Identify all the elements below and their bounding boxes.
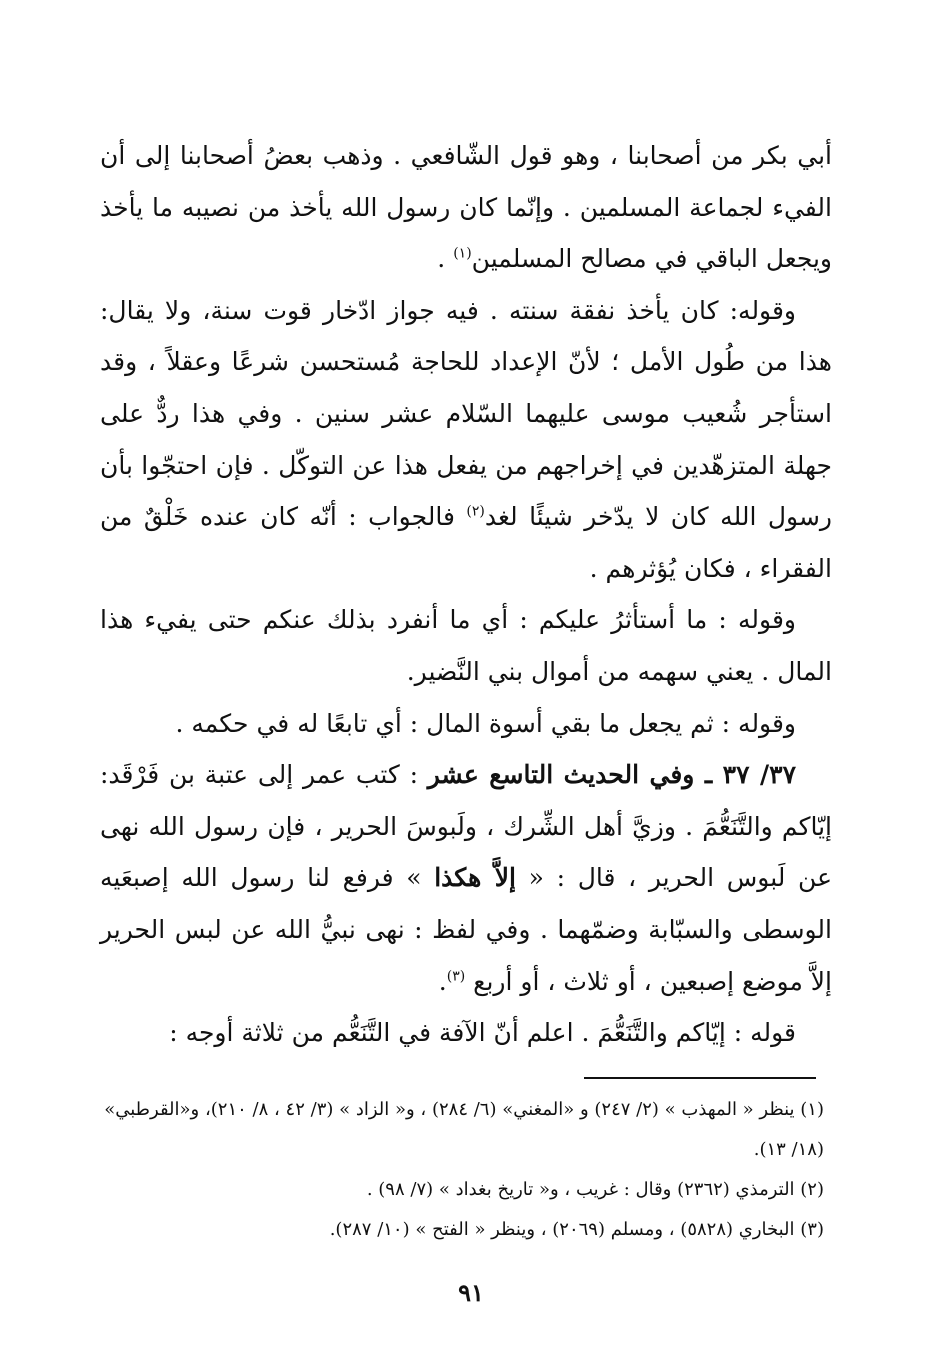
footnote-separator [584,1077,816,1079]
footnote-2: (٢) الترمذي (٢٣٦٢) وقال : غريب ، و« تاريخ بغداد » (٧/ ٩٨) . [366,1179,824,1200]
paragraph-5-text: : كتب عمر إلى عتبة بن فَرْقَد: إيّاكم والتَّنَعُّمَ . وزيَّ أهل الشِّرك ، ولَبوسَ الحرير ، فإن رسول الله نهى عن لَبوس الحرير ، قال : « [100,760,833,893]
paragraph-5-bold: إلاَّ هكذا [434,863,516,893]
paragraph-1-text: أبي بكر من أصحابنا ، وهو قول الشّافعي . وذهب بعضُ أصحابنا إلى أن الفيء لجماعة المسلمين . وإنّما كان رسول الله يأخذ من نصيبه ما يأخذ ويجعل الباقي في مصالح المسلمين [100,141,832,274]
paragraph-5 [100,749,832,1007]
footnote-3: (٣) البخاري (٥٨٢٨) ، ومسلم (٢٠٦٩) ، وينظر « الفتح » (١٠/ ٢٨٧). [329,1219,824,1240]
paragraph-1-end: . [437,244,454,274]
paragraph-3: وقوله : ما أستأثرُ عليكم : أي ما أنفرد بذلك عنكم حتى يفيء هذا المال . يعني سهمه من أموال بني النَّضير. [100,605,832,686]
paragraph-2-text: وقوله: كان يأخذ نفقة سنته . فيه جواز ادّخار قوت سنة، ولا يقال: هذا من طُول الأمل ؛ لأنّ الإعداد للحاجة مُستحسن شرعًا وعقلاً ، وقد استأجر شُعيب موسى عليهما السّلام عشر سنين . وفي هذا ردٌّ على جهلة المتزهّدين في إخراجهم من يفعل هذا عن التوكّل . فإن احتجّوا بأن رسول الله كان لا يدّخر شيئًا لغد [100,295,832,532]
footnote-ref-3: (٣) [446,968,466,985]
footnote-1: (١) ينظر « المهذب » (٢/ ٢٤٧) و «المغني» (٦/ ٢٨٤) ، و« الزاد » (٣/ ٤٢ ، ٨/ ٢١٠)، و«القرطبي» (١٨/ ١٣). [104,1099,824,1160]
footnote-ref-1: (١) [453,245,472,262]
footnote-ref-2: (٢) [466,503,485,520]
paragraph-5-continued: » فرفع لنا رسول الله إصبعَيه الوسطى والسبّابة وضمّهما . وفي لفظ : نهى نبيُّ الله عن لبس الحرير إلاَّ موضع إصبعين ، أو ثلاث ، أو أربع [100,863,832,996]
paragraph-1 [100,130,832,285]
hadith-heading: ٣٧/ ٣٧ ـ وفي الحديث التاسع عشر [427,760,796,790]
main-text [100,130,832,1059]
paragraph-2-end: فالجواب : أنّه كان عنده خَلْقٌ من الفقراء ، فكان يُؤثرهم . [100,502,832,583]
paragraph-5-end: . [438,966,447,996]
paragraph-4: وقوله : ثم يجعل ما بقي أسوة المال : أي تابعًا له في حكمه . [175,708,796,738]
footnotes [100,1090,824,1250]
page-number: ٩١ [458,1278,484,1307]
paragraph-6: قوله : إيّاكم والتَّنَعُّمَ . اعلم أنّ الآفة في التَّنَعُّم من ثلاثة أوجه : [169,1018,796,1048]
paragraph-2 [100,285,832,595]
